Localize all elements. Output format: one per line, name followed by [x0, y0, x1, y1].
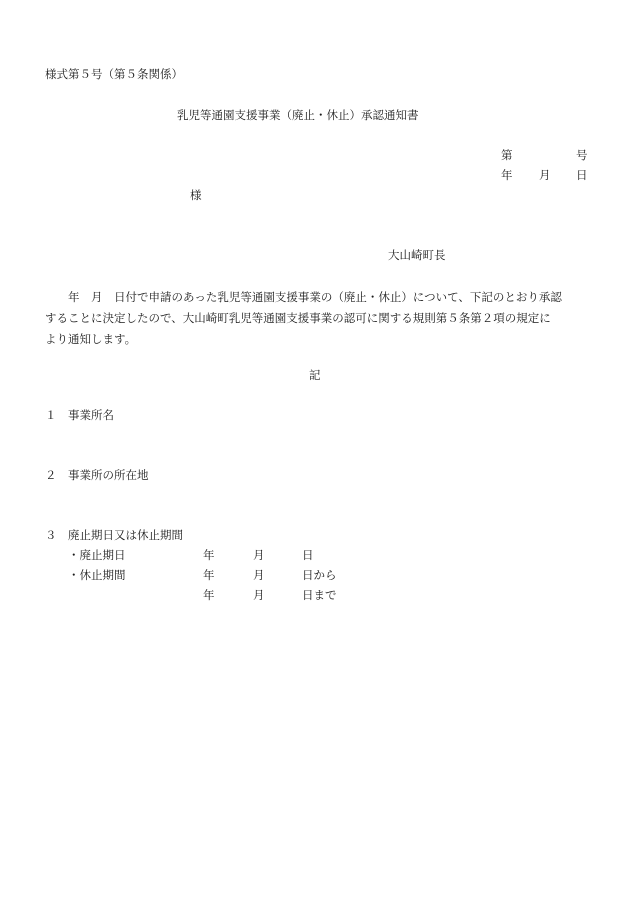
number-suffix: 号: [576, 148, 588, 162]
sub-item-label: ・廃止期日: [68, 548, 126, 562]
number-prefix: 第: [501, 148, 513, 162]
issuer-name: 大山崎町長: [388, 248, 446, 262]
sub-item-year: 年: [203, 548, 215, 562]
ki-heading: 記: [309, 368, 321, 382]
sub-item-year: 年: [203, 588, 215, 602]
item-number: ２: [45, 468, 57, 482]
sub-item-day: 日から: [302, 568, 337, 582]
form-id: 様式第５号（第５条関係）: [45, 67, 183, 81]
date-year: 年: [501, 168, 513, 182]
body-line: 年 月 日付で申請のあった乳児等通園支援事業の（廃止・休止）について、下記のとおり承認: [45, 290, 562, 304]
sub-item-day: 日まで: [302, 588, 337, 602]
sub-item-day: 日: [302, 548, 314, 562]
notice-body: [45, 287, 587, 350]
sub-item-label: ・休止期間: [68, 568, 126, 582]
item-label-office-name: 事業所名: [68, 408, 114, 422]
sub-item-year: 年: [203, 568, 215, 582]
sub-item-month: 月: [253, 588, 265, 602]
sub-item-month: 月: [253, 548, 265, 562]
item-label-office-address: 事業所の所在地: [68, 468, 149, 482]
item-number: １: [45, 408, 57, 422]
item-label-period: 廃止期日又は休止期間: [68, 528, 183, 542]
date-month: 月: [539, 168, 551, 182]
body-line: より通知します。: [45, 332, 137, 346]
addressee-suffix: 様: [190, 188, 202, 202]
document-title: 乳児等通園支援事業（廃止・休止）承認通知書: [177, 108, 419, 122]
item-number: ３: [45, 528, 57, 542]
sub-item-month: 月: [253, 568, 265, 582]
body-line: することに決定したので、大山崎町乳児等通園支援事業の認可に関する規則第５条第２項の規定に: [45, 311, 551, 325]
date-day: 日: [576, 168, 588, 182]
